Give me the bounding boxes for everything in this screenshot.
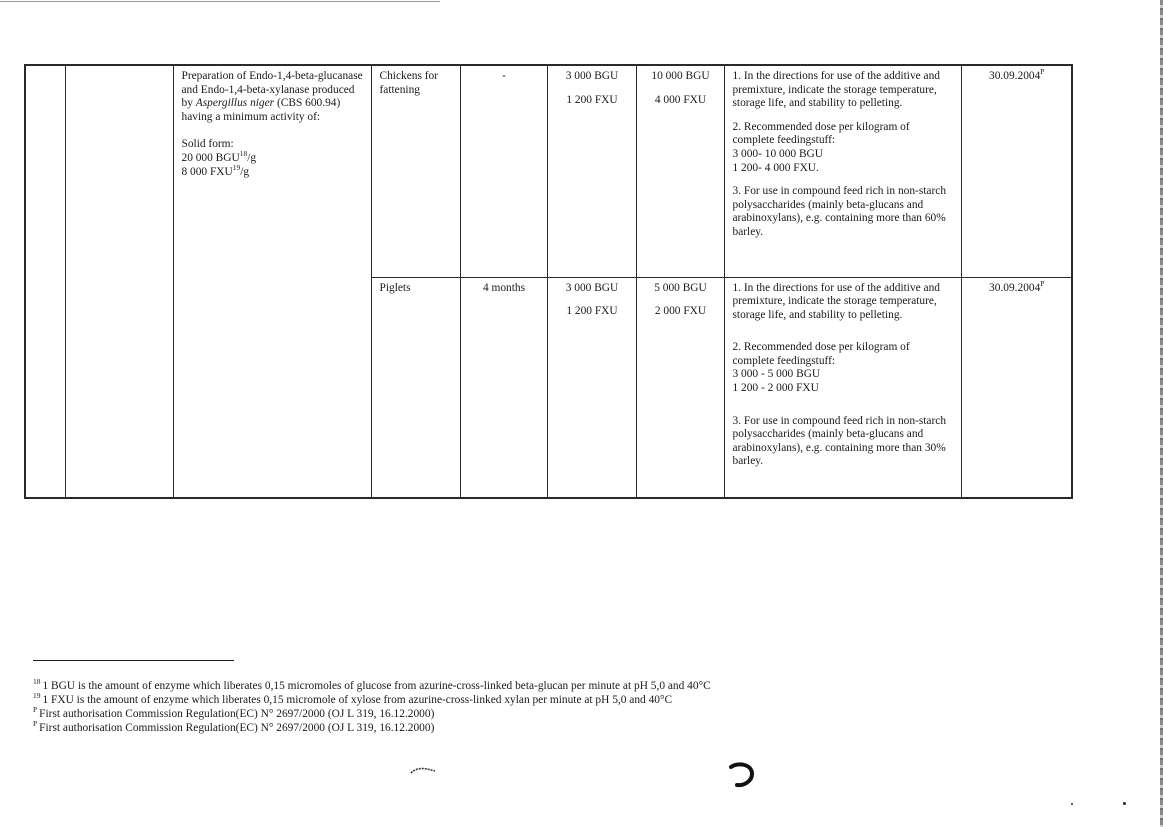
footnote-text: 1 BGU is the amount of enzyme which liberates 0,15 micromoles of glucose from azurine-cross-linked beta-glucan per minute at pH 5,0 and 40°C bbox=[42, 680, 711, 692]
min-content-fxu: 1 200 FXU bbox=[566, 305, 618, 318]
species-cell bbox=[371, 277, 460, 498]
min-content-bgu: 3 000 BGU bbox=[565, 70, 619, 82]
footnote-text: First authorisation Commission Regulation(EC) N° 2697/2000 (OJ L 319, 16.12.2000) bbox=[39, 708, 435, 720]
max-content-fxu: 2 000 FXU bbox=[654, 305, 707, 318]
scan-speck bbox=[1123, 802, 1126, 805]
max-content-bgu: 5 000 BGU bbox=[654, 281, 707, 294]
footnote bbox=[33, 679, 1033, 693]
species: Piglets bbox=[379, 281, 411, 294]
min-content-fxu: 1 200 FXU bbox=[566, 93, 618, 106]
footnote bbox=[33, 721, 1033, 735]
authorisation-table bbox=[24, 64, 1073, 499]
footnote-text: 1 FXU is the amount of enzyme which liberates 0,15 micromole of xylose from azurine-cross-linked xylan per minute at pH 5,0 and 40°C bbox=[42, 694, 673, 706]
scan-smudge bbox=[410, 766, 436, 774]
max-content-bgu: 10 000 BGU bbox=[651, 70, 710, 82]
provision-1: 1. In the directions for use of the additive and premixture, indicate the storage temperature, storage life, and stability to pelleting. bbox=[732, 281, 941, 321]
max-age-cell bbox=[460, 65, 547, 277]
activity-fxu: 8 000 FXU$^{19}$/g bbox=[181, 162, 250, 178]
end-date-cell bbox=[961, 277, 1072, 498]
footnote-marker: P bbox=[33, 705, 38, 714]
provision-2-dose-fxu: 1 200- 4 000 FXU. bbox=[732, 161, 819, 174]
footnote-ref: P bbox=[1040, 278, 1045, 288]
top-scan-line bbox=[0, 1, 440, 2]
additive-name-cell bbox=[65, 65, 173, 498]
footnote bbox=[33, 707, 1033, 721]
provisions-cell bbox=[724, 65, 961, 277]
end-date-cell bbox=[961, 65, 1072, 277]
provision-2-dose-fxu: 1 200 - 2 000 FXU bbox=[732, 382, 819, 395]
activity-bgu: 20 000 BGU$^{18}$/g bbox=[181, 148, 257, 164]
provision-2-dose-bgu: 3 000- 10 000 BGU bbox=[732, 147, 823, 160]
footnote-marker: 19 bbox=[33, 691, 41, 700]
footnote-ref: 19 bbox=[232, 162, 241, 172]
max-content-fxu: 4 000 FXU bbox=[654, 93, 707, 106]
species: Chickens for fattening bbox=[379, 70, 439, 96]
organism-name: Aspergillus niger bbox=[195, 97, 275, 110]
provision-3: 3. For use in compound feed rich in non-starch polysaccharides (mainly beta-glucans and arabinoxylans), e.g. containing more than 60% barley. bbox=[732, 185, 947, 238]
min-content-cell bbox=[547, 277, 636, 498]
min-content-cell bbox=[547, 65, 636, 277]
min-content-bgu: 3 000 BGU bbox=[565, 281, 619, 294]
end-date: 30.09.2004 bbox=[989, 70, 1041, 82]
max-age: - bbox=[502, 70, 506, 82]
max-age: 4 months bbox=[482, 281, 526, 294]
provision-3: 3. For use in compound feed rich in non-starch polysaccharides (mainly beta-glucans and arabinoxylans), e.g. containing more than 30% barley. bbox=[732, 414, 947, 468]
provision-2-line: 2. Recommended dose per kilogram of complete feedingstuff: bbox=[732, 120, 910, 147]
max-content-cell bbox=[636, 65, 724, 277]
provision-1: 1. In the directions for use of the additive and premixture, indicate the storage temperature, storage life, and stability to pelleting. bbox=[732, 70, 941, 110]
scan-smudge bbox=[728, 761, 756, 789]
form-label: Solid form: bbox=[181, 138, 234, 151]
footnote-separator bbox=[33, 660, 234, 661]
footnote-marker: P bbox=[33, 719, 38, 728]
footnote-ref: P bbox=[1040, 67, 1045, 76]
provisions-cell bbox=[724, 277, 961, 498]
additive-description-cell bbox=[173, 65, 371, 498]
max-content-cell bbox=[636, 277, 724, 498]
footnote-ref: 18 bbox=[239, 148, 248, 158]
species-cell bbox=[371, 65, 460, 277]
additive-description: Preparation of Endo-1,4-beta-glucanase and Endo-1,4-beta-xylanase produced by Aspergillus niger (CBS 600.94) having a minimum activity of: bbox=[181, 70, 363, 123]
table-row bbox=[25, 65, 1072, 277]
footnote-marker: 18 bbox=[33, 677, 41, 686]
max-age-cell bbox=[460, 277, 547, 498]
scan-speck bbox=[1071, 803, 1073, 805]
footnotes bbox=[33, 679, 1033, 735]
footnote bbox=[33, 693, 1033, 707]
end-date: 30.09.2004 bbox=[989, 281, 1041, 294]
footnote-text: First authorisation Commission Regulation(EC) N° 2697/2000 (OJ L 319, 16.12.2000) bbox=[39, 722, 435, 734]
registration-number-cell bbox=[25, 65, 65, 498]
provision-2-dose-bgu: 3 000 - 5 000 BGU bbox=[732, 368, 821, 381]
provision-2-line: 2. Recommended dose per kilogram of complete feedingstuff: bbox=[732, 341, 910, 367]
